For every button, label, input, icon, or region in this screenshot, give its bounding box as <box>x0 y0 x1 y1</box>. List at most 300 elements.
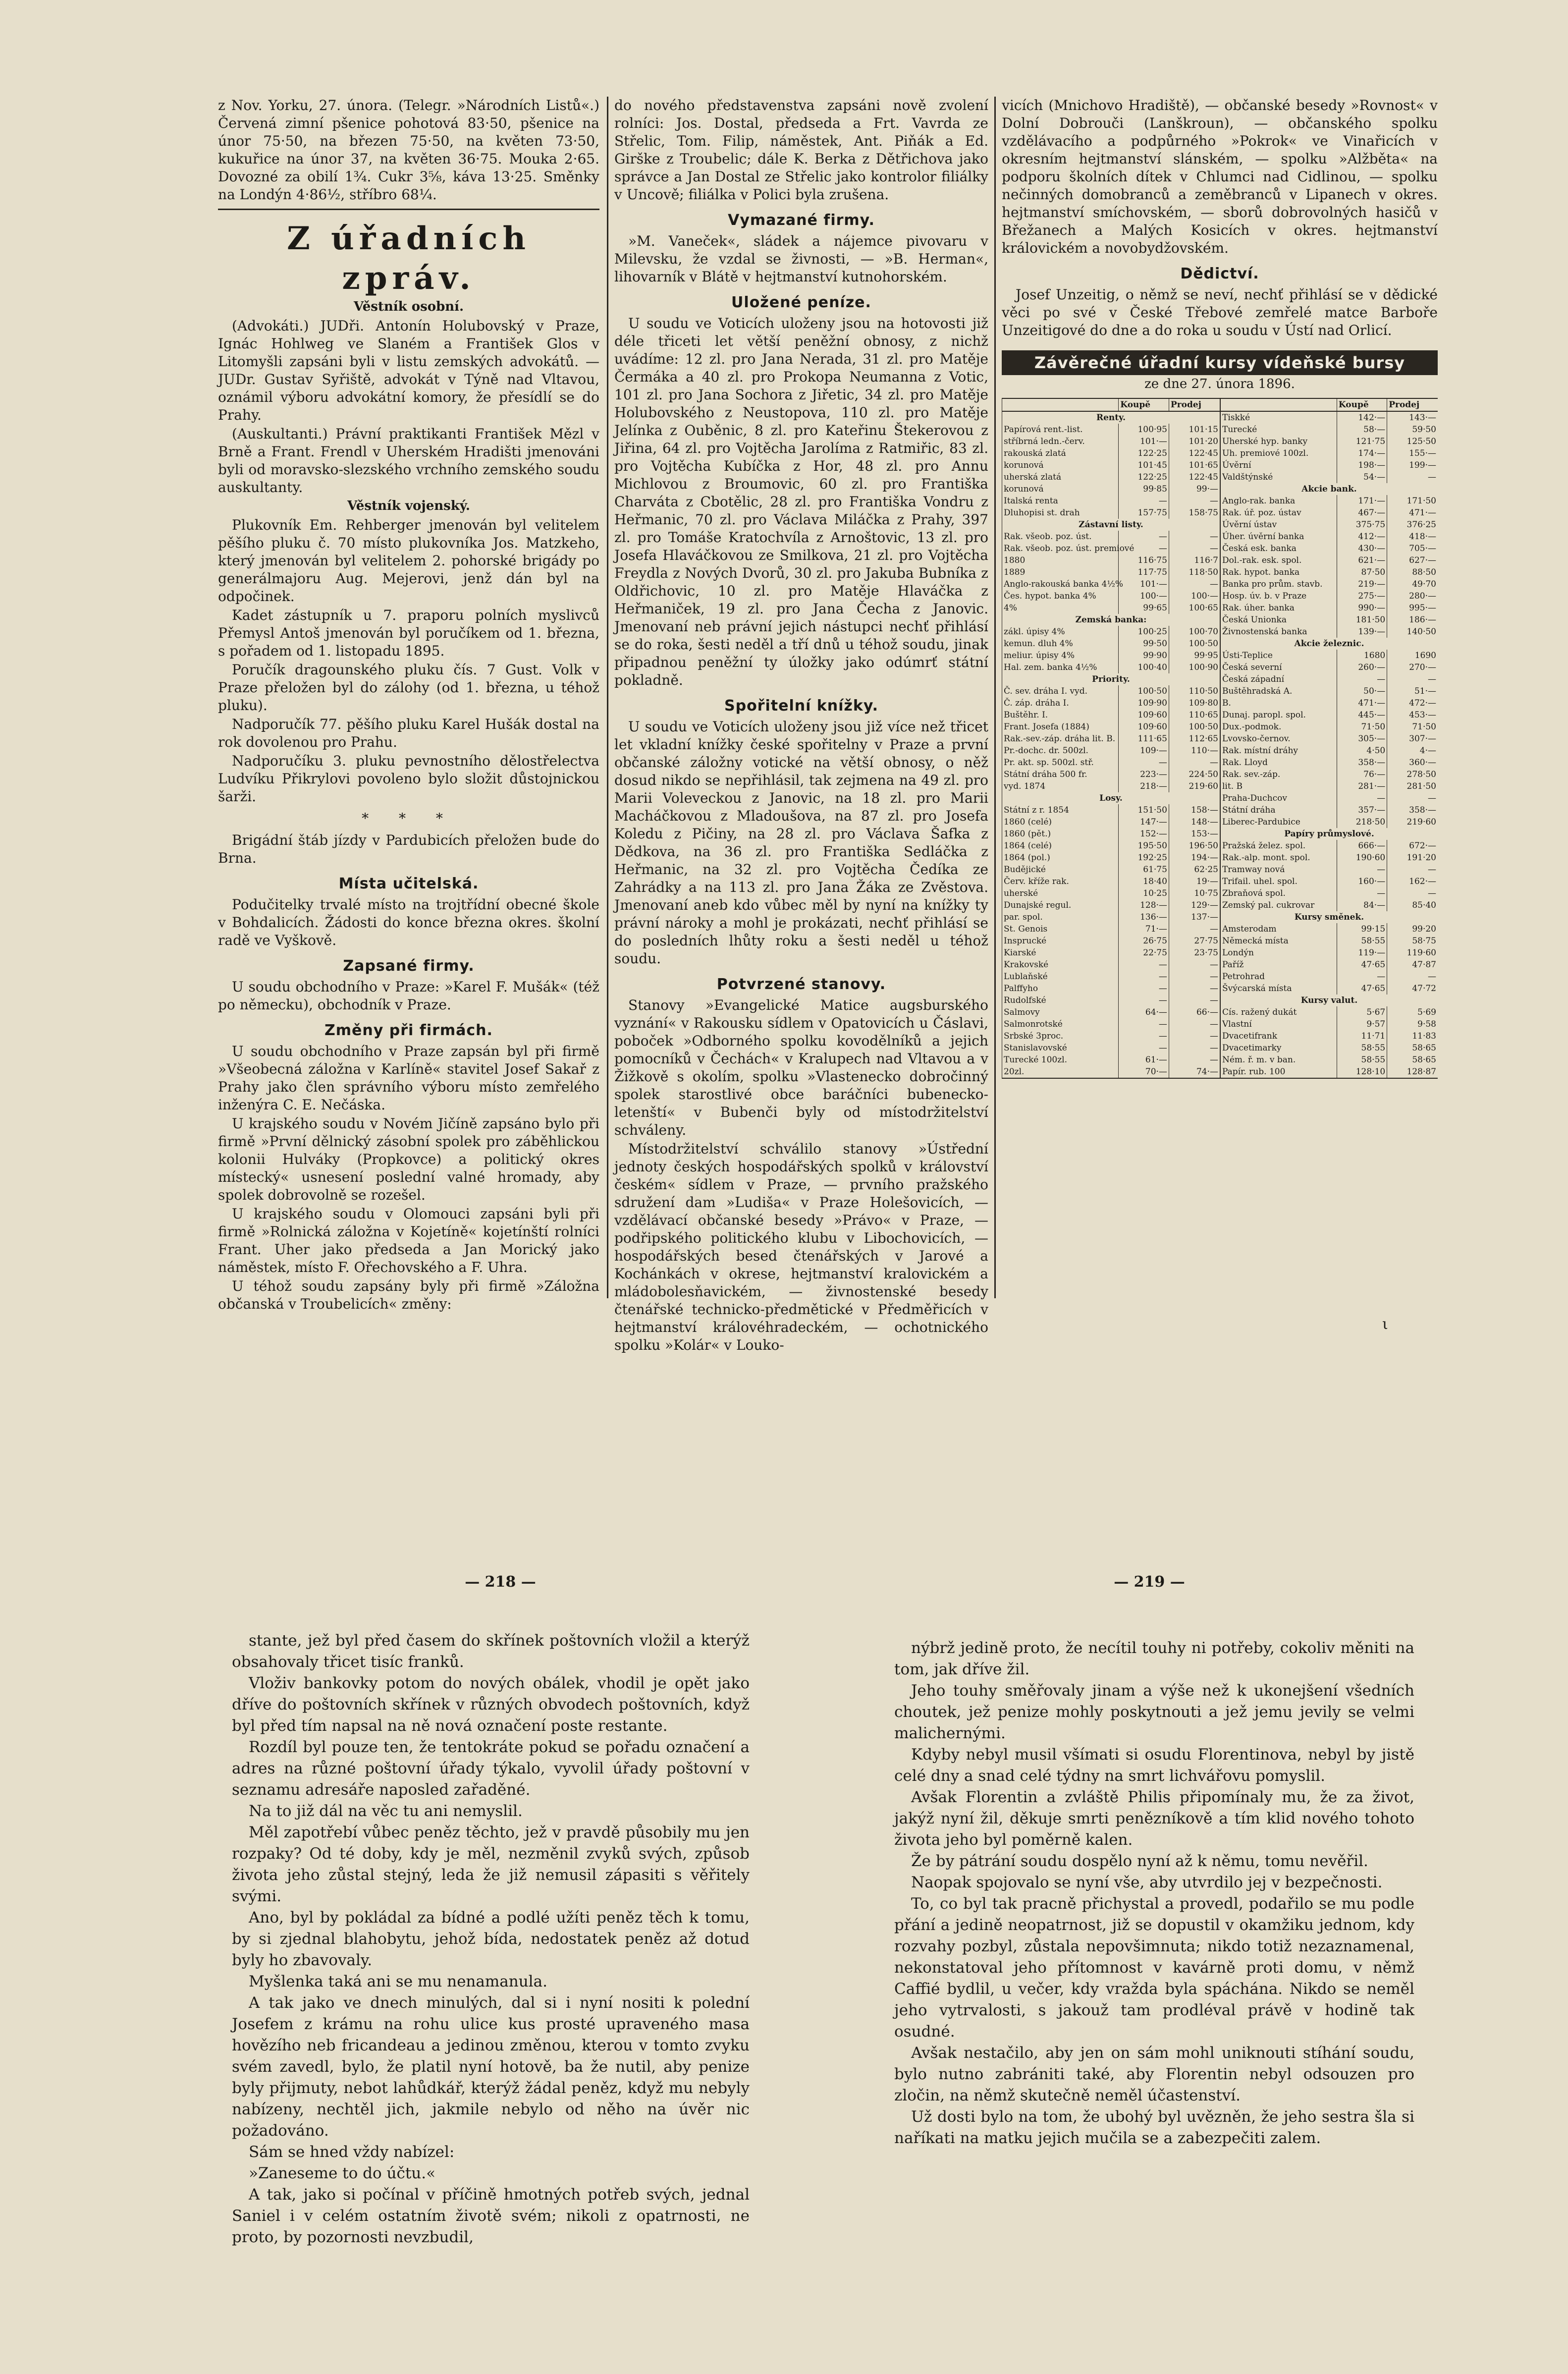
bursa-row <box>1220 923 1438 935</box>
bursa-security-name: Čes. hypot. banka 4% <box>1002 590 1119 602</box>
bursa-security-name: Dol.-rak. esk. spol. <box>1220 554 1337 566</box>
bursa-sell-price: 191·20 <box>1387 852 1438 864</box>
bursa-security-name: Tramway nová <box>1220 864 1337 876</box>
bursa-sell-price: 376·25 <box>1387 519 1438 531</box>
bursa-security-name: korunová <box>1002 459 1119 471</box>
serial-paragraph: Kdyby nebyl musil všímati si osudu Florentinova, nebyl by jistě celé dny a snad celé týdny na smrt lichvářovu pomyslil. <box>894 1746 1414 1785</box>
section-heading: Zapsané firmy. <box>343 957 475 975</box>
bursa-sell-price: — <box>1387 887 1438 899</box>
bursa-sell-price: 148·— <box>1169 816 1220 828</box>
bursa-row <box>1002 923 1220 935</box>
bursa-security-name: 20zl. <box>1002 1066 1119 1078</box>
bursa-buy-price: 147·— <box>1119 816 1169 828</box>
bursa-buy-price: 412·— <box>1337 531 1387 543</box>
paragraph: »M. Vaneček«, sládek a nájemce pivovaru v Milevsku, že vzdal se živnosti, — »B. Herman«, lihovarník v Blátě v hejtmanství kutnohorském. <box>614 233 988 285</box>
bursa-row <box>1002 935 1220 947</box>
bursa-security-name: Insprucké <box>1002 935 1119 947</box>
bursa-sell-price: 100·90 <box>1169 662 1220 673</box>
bursa-row <box>1220 411 1438 424</box>
bursa-security-name: Tiskké <box>1220 411 1337 424</box>
bursa-sell-price: 281·50 <box>1387 780 1438 792</box>
bursa-sell-price: — <box>1169 959 1220 971</box>
bursa-buy-price: 9·57 <box>1337 1018 1387 1030</box>
bursa-sell-price: 112·65 <box>1169 733 1220 745</box>
bursa-sell-price: 110·65 <box>1169 709 1220 721</box>
bursa-sell-price: — <box>1169 994 1220 1006</box>
bursa-security-name: Česká severní <box>1220 662 1337 673</box>
paragraph: Nadporučíku 3. pluku pevnostního dělostřelectva Ludvíku Přikrylovi povoleno bylo složit důstojnickou šarži. <box>218 753 599 805</box>
bursa-buy-price: 223·— <box>1119 769 1169 780</box>
bursa-buy-price: — <box>1119 757 1169 769</box>
bursa-row <box>1002 519 1220 531</box>
page-number-left: — 218 — <box>465 1573 536 1591</box>
paragraph: Brigádní štáb jízdy v Pardubicích přeložen bude do Brna. <box>218 832 599 866</box>
subsection-heading: Věstník osobní. <box>353 299 464 314</box>
bursa-sell-price: 19·— <box>1169 876 1220 887</box>
bursa-section-label: Kursy valut. <box>1220 994 1438 1006</box>
bursa-row <box>1002 899 1220 911</box>
bursa-row <box>1220 887 1438 899</box>
serial-paragraph: A tak jako ve dnech minulých, dal si i nyní nositi k polední Josefem z krámu na rohu ulice kus prosté upraveného masa hovězího neb fricandeau a jedinou změnou, kterou v tomto zvyku svém zavedl, bylo, že platil nyní hotově, ba že nutil, aby penize byly přijmuty, nebot lahůdkář, kterýž žádal peněz, když mu nebyly nabízeny, nechtěl jich, jakmile nebylo od něho na úvěr nic požadováno. <box>232 1994 750 2140</box>
bursa-security-name: Uh. premiové 100zl. <box>1220 447 1337 459</box>
serial-paragraph: »Zaneseme to do účtu.« <box>249 2164 436 2182</box>
bursa-security-name: Amsterodam <box>1220 923 1337 935</box>
bursa-security-name: Londýn <box>1220 947 1337 959</box>
bursa-security-name: Rak. všeob. poz. úst. premiové <box>1002 543 1119 554</box>
serial-paragraph: nýbrž jedině proto, že necítil touhy ni potřeby, cokoliv měniti na tom, jak dříve žil. <box>894 1639 1414 1678</box>
bursa-row <box>1220 757 1438 769</box>
paragraph: Poručík dragounského pluku čís. 7 Gust. Volk v Praze přeložen byl do zálohy (od 1. března, u téhož pluku). <box>218 662 599 714</box>
bursa-buy-price: 358·— <box>1337 757 1387 769</box>
bursa-sell-price: 199·— <box>1387 459 1438 471</box>
bursa-row <box>1220 959 1438 971</box>
bursa-row <box>1220 864 1438 876</box>
bursa-security-name: 1860 (pět.) <box>1002 828 1119 840</box>
bursa-buy-price: — <box>1337 792 1387 804</box>
bursa-buy-price: 109·60 <box>1119 721 1169 733</box>
bursa-security-name: kemun. dluh 4% <box>1002 638 1119 650</box>
bursa-security-name: St. Genois <box>1002 923 1119 935</box>
bursa-security-name: Budějické <box>1002 864 1119 876</box>
bursa-buy-price: 71·— <box>1119 923 1169 935</box>
bursa-sell-price: 196·50 <box>1169 840 1220 852</box>
bursa-row <box>1220 554 1438 566</box>
bursa-buy-price: 471·— <box>1337 697 1387 709</box>
bursa-security-name: Rak. úř. poz. ústav <box>1220 507 1337 519</box>
bursa-row <box>1002 1018 1220 1030</box>
bursa-buy-price: — <box>1337 887 1387 899</box>
bursa-security-name: Dunajské regul. <box>1002 899 1119 911</box>
bursa-row <box>1220 650 1438 662</box>
bursa-row <box>1002 709 1220 721</box>
bursa-row <box>1220 626 1438 638</box>
bursa-buy-price: 58·55 <box>1337 1054 1387 1066</box>
bursa-row <box>1002 1042 1220 1054</box>
bursa-sell-price: 100·65 <box>1169 602 1220 614</box>
bursa-security-name: Turecké <box>1220 424 1337 436</box>
bursa-row <box>1220 638 1438 650</box>
bursa-row <box>1220 507 1438 519</box>
bursa-security-name: Italská renta <box>1002 495 1119 507</box>
header-sell: Prodej <box>1387 398 1438 411</box>
bursa-row <box>1220 697 1438 709</box>
bursa-sell-price: 140·50 <box>1387 626 1438 638</box>
bursa-security-name: korunová <box>1002 483 1119 495</box>
bursa-buy-price: 50·— <box>1337 685 1387 697</box>
bursa-security-name: Státní dráha 500 fr. <box>1002 769 1119 780</box>
bursa-sell-price: — <box>1169 983 1220 994</box>
section-heading: Místa učitelská. <box>338 875 479 892</box>
bursa-row <box>1002 495 1220 507</box>
bursa-row <box>1220 994 1438 1006</box>
bursa-row <box>1002 757 1220 769</box>
bursa-security-name: Vlastní <box>1220 1018 1337 1030</box>
bursa-sell-price: — <box>1169 1018 1220 1030</box>
bursa-sell-price: 47·72 <box>1387 983 1438 994</box>
paragraph: Podučitelky trvalé místo na trojtřídní obecné škole v Bohdalicích. Žádosti do konce března okres. školní radě ve Vyškově. <box>218 896 599 948</box>
bursa-buy-price: 218·— <box>1119 780 1169 792</box>
bursa-row <box>1220 602 1438 614</box>
bursa-sell-price: 270·— <box>1387 662 1438 673</box>
serial-paragraph: Sám se hned vždy nabízel: <box>249 2143 455 2161</box>
bursa-buy-price: 64·— <box>1119 1006 1169 1018</box>
bursa-buy-price: 100·25 <box>1119 626 1169 638</box>
bursa-row <box>1220 685 1438 697</box>
bursa-security-name: Liberec-Pardubice <box>1220 816 1337 828</box>
bursa-sell-price: — <box>1387 792 1438 804</box>
bursa-row <box>1220 983 1438 994</box>
bursa-buy-price: 281·— <box>1337 780 1387 792</box>
bursa-security-name: meliur. úpisy 4% <box>1002 650 1119 662</box>
bursa-row <box>1002 971 1220 983</box>
bursa-row <box>1002 554 1220 566</box>
bursa-row <box>1002 780 1220 792</box>
bursa-row <box>1220 424 1438 436</box>
bursa-row <box>1002 424 1220 436</box>
bursa-sell-price: 10·75 <box>1169 887 1220 899</box>
bursa-row <box>1002 602 1220 614</box>
bursa-row <box>1002 685 1220 697</box>
bursa-section-label: Kursy směnek. <box>1220 911 1438 923</box>
bursa-security-name: Dluhopisi st. drah <box>1002 507 1119 519</box>
bursa-row <box>1220 971 1438 983</box>
bursa-sell-price: 122·45 <box>1169 447 1220 459</box>
bursa-security-name: Petrohrad <box>1220 971 1337 983</box>
bursa-buy-price: 260·— <box>1337 662 1387 673</box>
section-heading: Uložené peníze. <box>731 294 871 311</box>
bursa-sell-price: 71·50 <box>1387 721 1438 733</box>
bursa-sell-price: 58·65 <box>1387 1054 1438 1066</box>
bursa-security-name: Úvěrní ústav <box>1220 519 1337 531</box>
bursa-security-name: Turecké 100zl. <box>1002 1054 1119 1066</box>
bursa-security-name: Zbraňová spol. <box>1220 887 1337 899</box>
bursa-sell-price: 472·— <box>1387 697 1438 709</box>
bursa-security-name: Úvěrní <box>1220 459 1337 471</box>
bursa-security-name: Červ. kříže rak. <box>1002 876 1119 887</box>
bursa-buy-price: 99·85 <box>1119 483 1169 495</box>
bursa-buy-price: 11·71 <box>1337 1030 1387 1042</box>
header-sell: Prodej <box>1169 398 1220 411</box>
bursa-row <box>1220 531 1438 543</box>
bursa-row <box>1220 459 1438 471</box>
bursa-buy-price: 4·50 <box>1337 745 1387 757</box>
bursa-row <box>1002 673 1220 685</box>
bursa-sell-price: 47·87 <box>1387 959 1438 971</box>
bursa-buy-price: 71·50 <box>1337 721 1387 733</box>
bursa-buy-price: 70·— <box>1119 1066 1169 1078</box>
bursa-sell-price: 23·75 <box>1169 947 1220 959</box>
header-cell <box>1002 398 1119 411</box>
bursa-sell-price: 66·— <box>1169 1006 1220 1018</box>
bursa-sell-price: — <box>1169 495 1220 507</box>
bursa-row <box>1220 899 1438 911</box>
bursa-security-name: Rak. úher. banka <box>1220 602 1337 614</box>
bursa-buy-price: 122·25 <box>1119 471 1169 483</box>
bursa-security-name: rakouská zlatá <box>1002 447 1119 459</box>
bursa-buy-price: — <box>1337 864 1387 876</box>
bursa-sell-price: 88·50 <box>1387 566 1438 578</box>
bursa-buy-price: 119·— <box>1337 947 1387 959</box>
bursa-buy-price: 117·75 <box>1119 566 1169 578</box>
bursa-buy-price: — <box>1337 673 1387 685</box>
paragraph: U krajského soudu v Olomouci zapsáni byli při firmě »Rolnická záložna v Kojetíně« kojetínští rolníci Frant. Uher jako předseda a Jan Morický jako náměstek, místo F. Ořechovského a F. Uhra. <box>218 1206 599 1275</box>
serial-paragraph: Ano, byl by pokládal za bídné a podlé užíti peněz těch k tomu, by si zjednal blahobytu, jehož bída, nedostatek peněz až dotud byly ho zbavovaly. <box>232 1909 750 1969</box>
bursa-sell-price: — <box>1169 531 1220 543</box>
bursa-row <box>1002 840 1220 852</box>
bursa-sell-price: 358·— <box>1387 804 1438 816</box>
serial-column-right <box>894 1638 1414 2321</box>
serial-paragraph: Měl zapotřebí vůbec peněz těchto, jež v pravdě působily mu jen rozpaky? Od té doby, kdy je měl, nezměnil zvyků svých, způsob života jeho zůstal stejný, leda že již nemusil zápasiti s věřitely svými. <box>232 1823 750 1905</box>
bursa-security-name: 4% <box>1002 602 1119 614</box>
bursa-buy-price: 160·— <box>1337 876 1387 887</box>
bursa-sell-price: 418·— <box>1387 531 1438 543</box>
bursa-sell-price: — <box>1387 971 1438 983</box>
bursa-security-name: Švýcarská místa <box>1220 983 1337 994</box>
bursa-security-name: Hal. zem. banka 4½% <box>1002 662 1119 673</box>
bursa-row <box>1220 495 1438 507</box>
bursa-sell-price: 219·60 <box>1387 816 1438 828</box>
column-divider <box>607 97 608 1298</box>
bursa-sell-price: 101·65 <box>1169 459 1220 471</box>
bursa-buy-price: 128·10 <box>1337 1066 1387 1078</box>
paragraph: Stanovy »Evangelické Matice augsburského vyznání« v Rakousku sídlem v Opatovicích u Čáslavi, poboček »Odborného spolku kovodělníků a jejich pomocníků v Čechách« v Kralupech nad Vltavou a v Žižkově s okolím, spolku »Vlastenecko dobročinný spolek starostlivé obce baráčníci bubenecko-letenští« v Bubenči byly od místodržitelství schváleny. <box>614 997 988 1138</box>
bursa-row <box>1002 911 1220 923</box>
bursa-sell-price: 995·— <box>1387 602 1438 614</box>
bursa-security-name: Úher. úvěrní banka <box>1220 531 1337 543</box>
bursa-buy-price: 99·50 <box>1119 638 1169 650</box>
paragraph: U krajského soudu v Novém Jičíně zapsáno bylo při firmě »První dělnický zásobní spolek pro záběhlickou kolonii Hulváky (Propkovce) a politický okres místecký« usnesení poslední valné hromady, aby spolek dobrovolně se rozešel. <box>218 1115 599 1203</box>
bursa-section-label: Akcie bank. <box>1220 483 1438 495</box>
serial-paragraph: stante, jež byl před časem do skřínek poštovních vložil a kterýž obsahovaly třicet tisíc franků. <box>232 1632 750 1671</box>
bursa-row <box>1002 447 1220 459</box>
bursa-sell-price: — <box>1169 1054 1220 1066</box>
subsection-heading: Věstník vojenský. <box>347 498 470 513</box>
header-buy: Koupě <box>1119 398 1169 411</box>
bursa-security-name: Buštěhr. I. <box>1002 709 1119 721</box>
bursa-row <box>1220 614 1438 626</box>
bursa-buy-price: 139·— <box>1337 626 1387 638</box>
divider <box>218 209 599 210</box>
bursa-row <box>1002 566 1220 578</box>
bursa-buy-price: — <box>1337 971 1387 983</box>
column-divider <box>994 97 996 1298</box>
bursa-security-name: Ném. ř. m. v ban. <box>1220 1054 1337 1066</box>
bursa-sell-price: 58·65 <box>1387 1042 1438 1054</box>
bursa-sell-price: 453·— <box>1387 709 1438 721</box>
serial-column-left <box>232 1630 750 2314</box>
bursa-row <box>1002 792 1220 804</box>
bursa-row <box>1002 864 1220 876</box>
bursa-buy-price: 121·75 <box>1337 436 1387 447</box>
bursa-security-name: Papír. rub. 100 <box>1220 1066 1337 1078</box>
bursa-sell-price: 224·50 <box>1169 769 1220 780</box>
bursa-row <box>1002 662 1220 673</box>
serial-paragraph: Naopak spojovalo se nyní vše, aby utvrdilo jej v bezpečnosti. <box>911 1874 1383 1891</box>
serial-paragraph: Myšlenka taká ani se mu nenamanula. <box>249 1973 547 1990</box>
bursa-security-name: 1860 (celé) <box>1002 816 1119 828</box>
margin-mark: ι <box>1382 1316 1388 1333</box>
bursa-row <box>1220 1042 1438 1054</box>
bursa-security-name: Buštěhradská A. <box>1220 685 1337 697</box>
bursa-buy-price: 109·— <box>1119 745 1169 757</box>
bursa-buy-price: 58·— <box>1337 424 1387 436</box>
bursa-security-name: 1880 <box>1002 554 1119 566</box>
bursa-row <box>1220 804 1438 816</box>
bursa-buy-price: — <box>1119 543 1169 554</box>
bursa-security-name: Lublaňské <box>1002 971 1119 983</box>
bursa-security-name: Rak. všeob. poz. úst. <box>1002 531 1119 543</box>
bursa-row <box>1002 411 1220 424</box>
bursa-buy-price: 152·— <box>1119 828 1169 840</box>
bursa-sell-price: 143·— <box>1387 411 1438 424</box>
bursa-row <box>1002 650 1220 662</box>
bursa-buy-price: — <box>1119 959 1169 971</box>
header-buy: Koupě <box>1337 398 1387 411</box>
bursa-row <box>1220 721 1438 733</box>
serial-paragraph: A tak, jako si počínal v příčině hmotných potřeb svých, jednal Saniel i v celém ostatním životě svém; nikoli z opatrnosti, ne proto, by pozornosti nevzbudil, <box>232 2186 750 2246</box>
bursa-row <box>1002 626 1220 638</box>
bursa-row <box>1220 911 1438 923</box>
column-3 <box>1002 97 1438 1301</box>
bursa-sell-price: 58·75 <box>1387 935 1438 947</box>
bursa-buy-price: 116·75 <box>1119 554 1169 566</box>
paragraph: Kadet zástupník u 7. praporu polních myslivců Přemysl Antoš jmenován byl poručíkem od 1. března, s pořadem od 1. listopadu 1895. <box>218 607 599 659</box>
bursa-row <box>1220 483 1438 495</box>
bursa-security-name: Německá místa <box>1220 935 1337 947</box>
bursa-security-name: Srbské 3proc. <box>1002 1030 1119 1042</box>
bursa-row <box>1220 947 1438 959</box>
bursa-buy-price: 54·— <box>1337 471 1387 483</box>
bursa-sell-price: 51·— <box>1387 685 1438 697</box>
bursa-security-name: par. spol. <box>1002 911 1119 923</box>
bursa-buy-price: 190·60 <box>1337 852 1387 864</box>
bursa-security-name: Živnostenská banka <box>1220 626 1337 638</box>
bursa-security-name: Salmovy <box>1002 1006 1119 1018</box>
bursa-buy-price: 275·— <box>1337 590 1387 602</box>
bursa-security-name: Uherské hyp. banky <box>1220 436 1337 447</box>
bursa-security-name: zákl. úpisy 4% <box>1002 626 1119 638</box>
bursa-sell-price: 158·75 <box>1169 507 1220 519</box>
bursa-buy-price: — <box>1119 983 1169 994</box>
bursa-section-label: Priority. <box>1002 673 1220 685</box>
paragraph: vicích (Mnichovo Hradiště), — občanské besedy »Rovnost« v Dolní Dobrouči (Lanškroun), — občanského spolku vzdělávacího a podpůrného »Pokrok« ve Vinařicích v okresním hejtmanství slánském, — spolku »Alžběta« na podporu školních dítek v Chlumci nad Cidlinou, — spolku nečinných domobranců a zeměbranců v Lipanech v okres. hejtmanství smíchovském, — sborů dobrovolných hasičů v Břežanech a Malých Kosicích v okres. hejtmanství královickém a novobydžovském. <box>1002 97 1438 256</box>
bursa-row <box>1002 947 1220 959</box>
bursa-buy-price: 10·25 <box>1119 887 1169 899</box>
section-heading: Potvrzené stanovy. <box>716 976 886 993</box>
bursa-security-name: Ústi-Teplice <box>1220 650 1337 662</box>
bursa-buy-price: 47·65 <box>1337 959 1387 971</box>
bursa-table-right <box>1220 398 1438 1079</box>
bursa-row <box>1220 745 1438 757</box>
bursa-buy-price: 61·— <box>1119 1054 1169 1066</box>
bursa-row <box>1220 852 1438 864</box>
bursa-sell-price: 110·— <box>1169 745 1220 757</box>
bursa-buy-price: 26·75 <box>1119 935 1169 947</box>
bursa-row <box>1002 483 1220 495</box>
bursa-buy-price: 58·55 <box>1337 1042 1387 1054</box>
bursa-sell-price: 307·— <box>1387 733 1438 745</box>
bursa-sell-price: 74·— <box>1169 1066 1220 1078</box>
paragraph: (Advokáti.) JUDři. Antonín Holubovský v Praze, Ignác Hohlweg ve Slaném a František Glos v Litomyšli zapsáni byli v listu zemských advokátů. — JUDr. Gustav Syřiště, advokát v Týně nad Vltavou, oznámil výboru advokátní komory, že přesídlí se do Prahy. <box>218 318 599 423</box>
bursa-sell-price: 360·— <box>1387 757 1438 769</box>
bursa-row <box>1220 1018 1438 1030</box>
bursa-row <box>1220 519 1438 531</box>
bursa-section-label: Zemská banka: <box>1002 614 1220 626</box>
bursa-row <box>1002 459 1220 471</box>
bursa-sell-price: — <box>1169 971 1220 983</box>
bursa-buy-price: 109·90 <box>1119 697 1169 709</box>
bursa-sell-price: 11·83 <box>1387 1030 1438 1042</box>
bursa-section-label: Papíry průmyslové. <box>1220 828 1438 840</box>
bursa-security-name: uherské <box>1002 887 1119 899</box>
bursa-buy-price: 990·— <box>1337 602 1387 614</box>
bursa-buy-price: 58·55 <box>1337 935 1387 947</box>
bursa-row <box>1220 709 1438 721</box>
bursa-security-name: Č. záp. dráha I. <box>1002 697 1119 709</box>
bursa-buy-price: 357·— <box>1337 804 1387 816</box>
bursa-buy-price: 218·50 <box>1337 816 1387 828</box>
bursa-security-name: Státní dráha <box>1220 804 1337 816</box>
bursa-buy-price: 171·— <box>1337 495 1387 507</box>
bursa-security-name: Stanislavovské <box>1002 1042 1119 1054</box>
bursa-buy-price: 151·50 <box>1119 804 1169 816</box>
bursa-buy-price: 111·65 <box>1119 733 1169 745</box>
bursa-sell-price: 101·20 <box>1169 436 1220 447</box>
bursa-buy-price: 61·75 <box>1119 864 1169 876</box>
bursa-security-name: Česká Unionka <box>1220 614 1337 626</box>
separator-stars: * * * <box>362 810 456 827</box>
bursa-buy-price: 219·— <box>1337 578 1387 590</box>
bursa-sell-price: 109·80 <box>1169 697 1220 709</box>
bursa-buy-price: 100·40 <box>1119 662 1169 673</box>
section-heading: Dědictví. <box>1180 265 1259 282</box>
bursa-security-name: Rak. sev.-záp. <box>1220 769 1337 780</box>
bursa-security-name: Anglo-rak. banka <box>1220 495 1337 507</box>
bursa-row <box>1002 769 1220 780</box>
bursa-row <box>1220 816 1438 828</box>
paragraph: U soudu ve Voticích uloženy jsou na hotovosti již déle třiceti let větší peněžní obnosy, z nichž uvádíme: 12 zl. pro Jana Nerada, 31 zl. pro Matěje Čermáka a 40 zl. pro Prokopa Neumanna z Votic, 101 zl. pro Jana Sochora z Jiřetic, 34 zl. pro Matěje Holubovského z Neustopova, 110 zl. pro Matěje Jelínka z Ouběnic, 8 zl. pro Kateřinu Štekerovou z Jiřina, 64 zl. pro Vojtěcha Jarolíma z Ratmiřic, 83 zl. pro Vojtěcha Kubíčka z Hor, 48 zl. pro Annu Michlovou z Broumovic, 60 zl. pro Františka Charváta z Cbotělic, 28 zl. pro Františka Vondru z Heřmanic, 70 zl. pro Václava Miláčka z Prahy, 397 zl. pro Tomáše Kratochvíla z Arnoštovic, 13 zl. pro Josefa Hlaváčkovou ze Smilkova, 21 zl. pro Vojtěcha Freydla z Nových Dvorů, 30 zl. pro Jakuba Bubníka z Oldřichovic, 10 zl. pro Matěje Hlaváčka z Heřmaniček, 19 zl. pro Jana Čecha z Janovic. Jmenovaní neb právní jejich nástupci nechť přihlásí se do roka, šesti neděl a tří dnů u téhož soudu, jinak připadnou peněžní ty úložky jako odúmrť státní pokladně. <box>614 315 988 688</box>
bursa-row <box>1002 638 1220 650</box>
bursa-sell-price: 194·— <box>1169 852 1220 864</box>
bursa-sell-price: 119·60 <box>1387 947 1438 959</box>
bursa-row <box>1002 507 1220 519</box>
bursa-sell-price: 471·— <box>1387 507 1438 519</box>
bursa-security-name: uherská zlatá <box>1002 471 1119 483</box>
bursa-sell-price: — <box>1387 864 1438 876</box>
bursa-sell-price: 4·— <box>1387 745 1438 757</box>
bursa-sell-price: 280·— <box>1387 590 1438 602</box>
bursa-row <box>1220 1066 1438 1078</box>
